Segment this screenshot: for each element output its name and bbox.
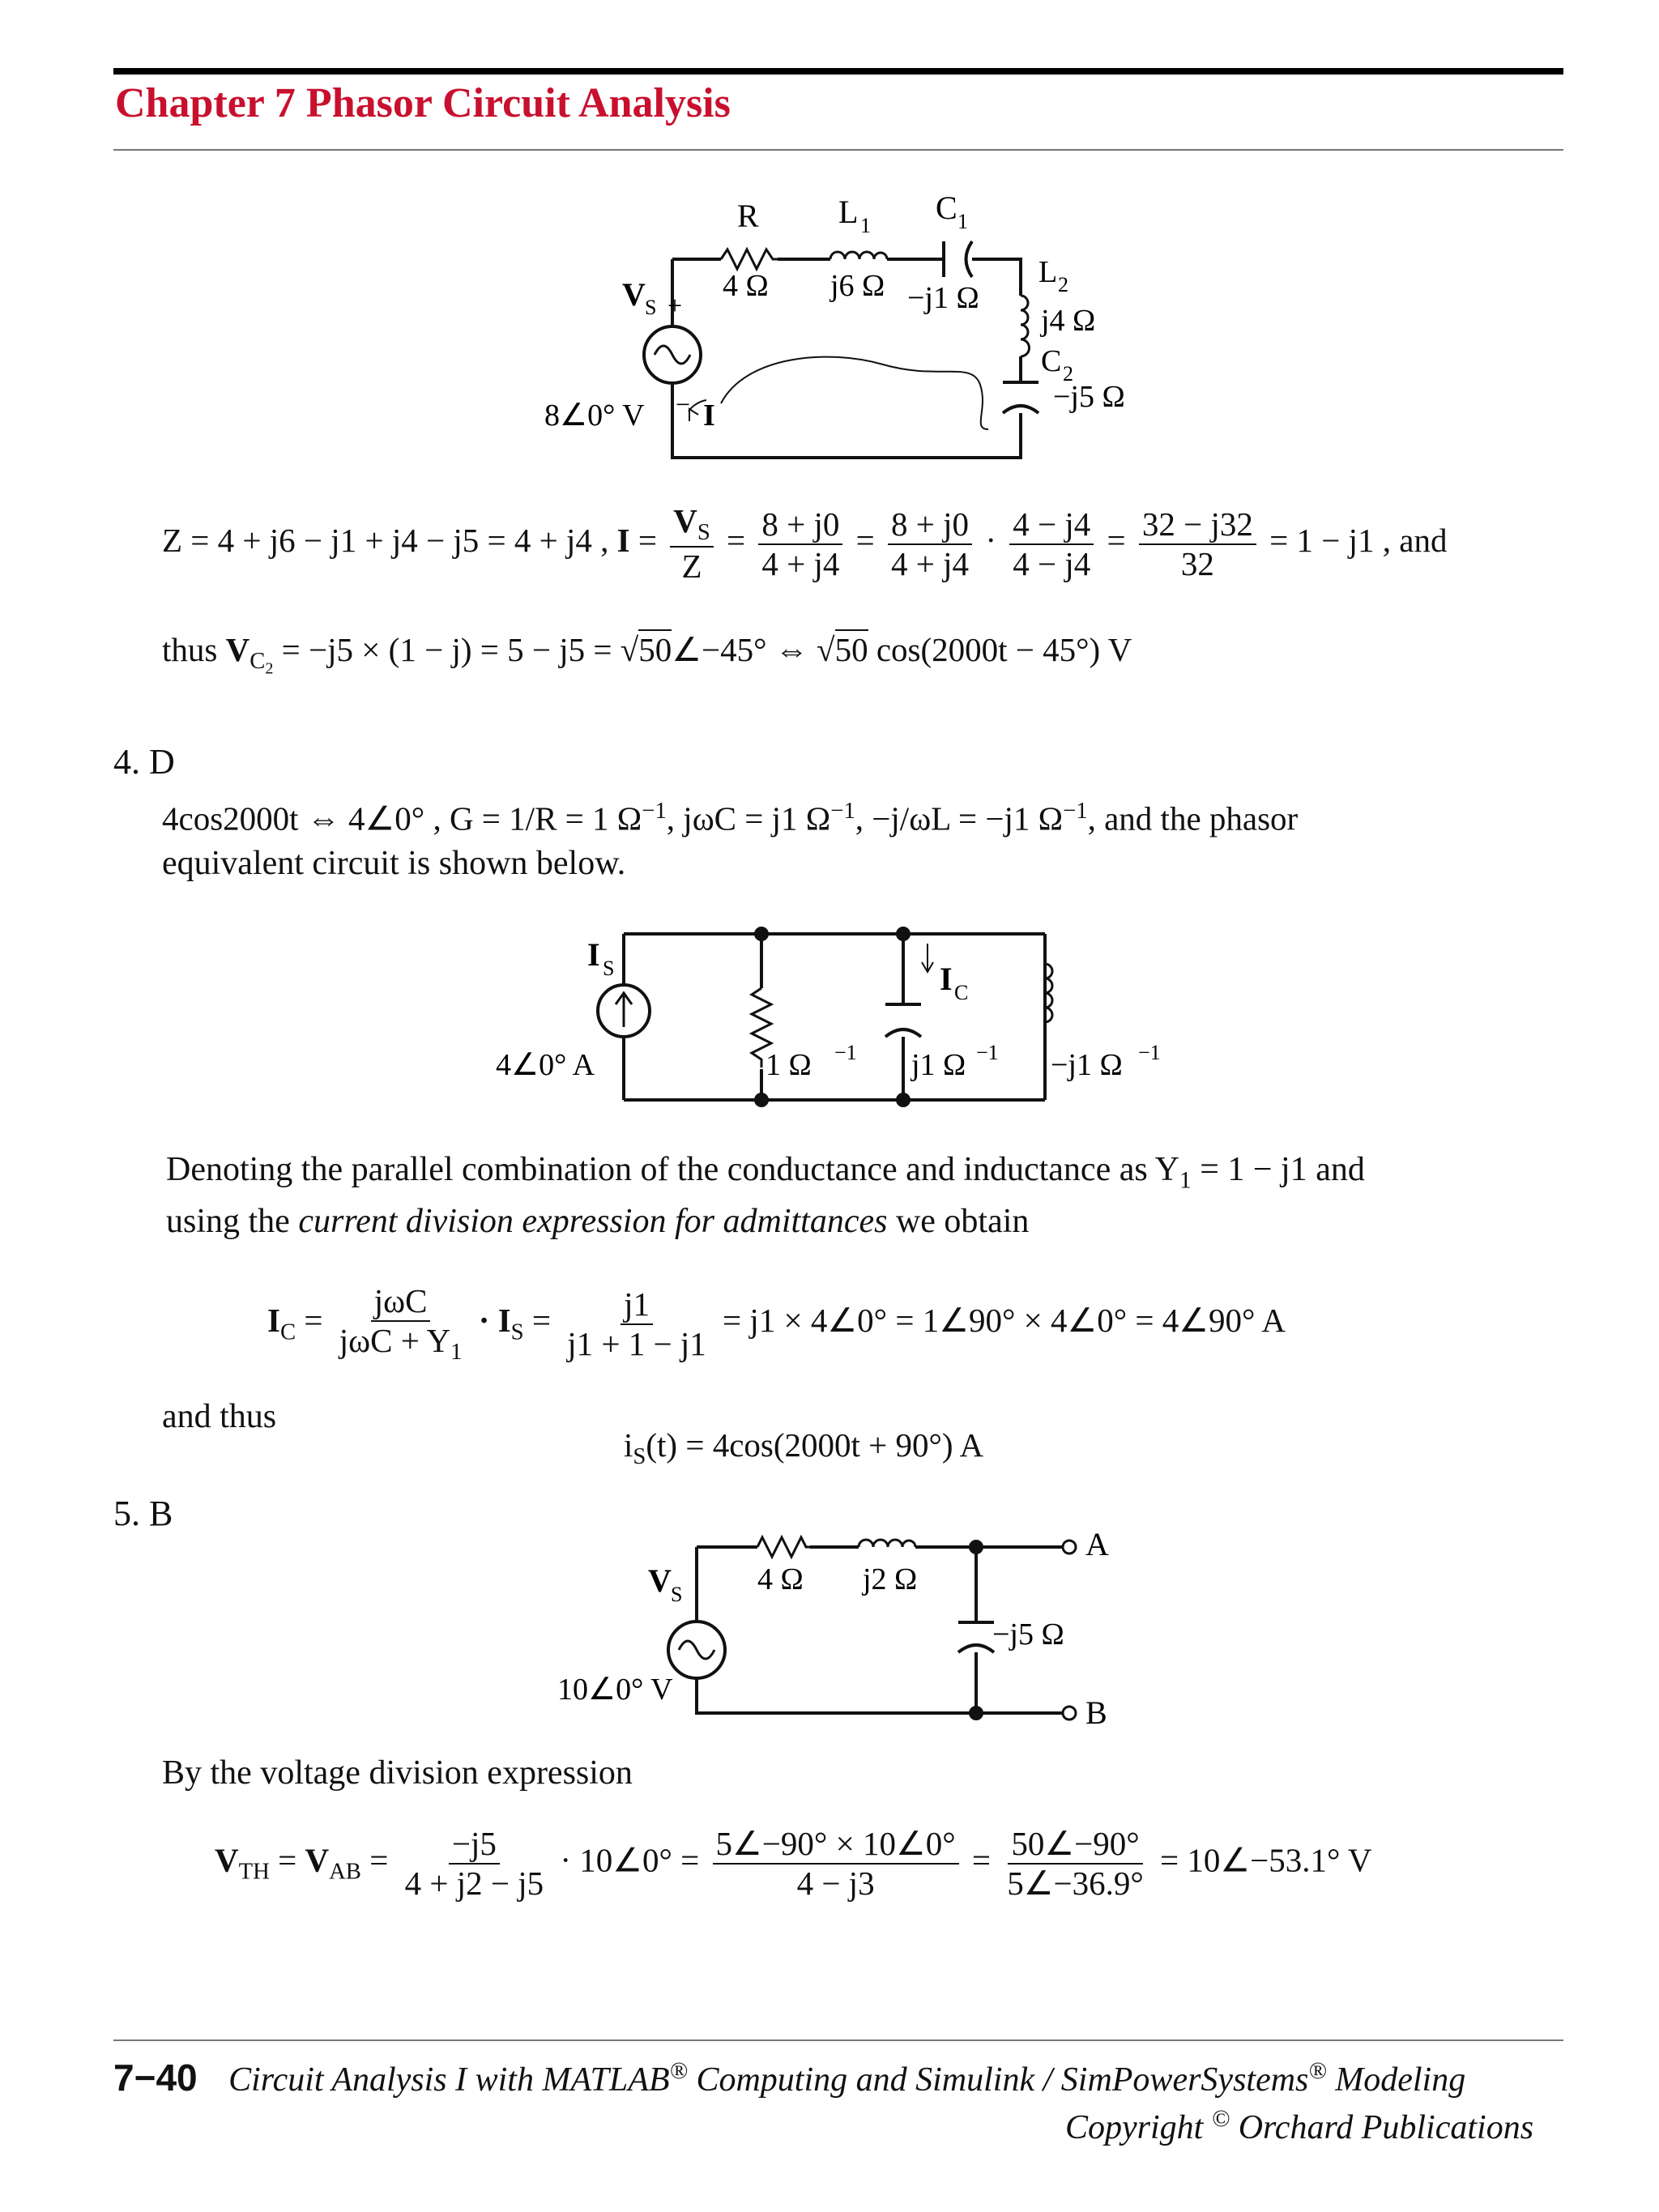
frac-den: Z [681, 548, 702, 586]
capacitor-c2-plate [1003, 406, 1038, 413]
source-value: 8∠0° V [544, 399, 645, 433]
eq2-rest1: = −j5 × (1 − j) = 5 − j5 = [281, 631, 612, 668]
node-dot [896, 1093, 911, 1107]
l2-sub: 2 [1058, 273, 1068, 296]
para4-line2-b: we obtain [887, 1203, 1030, 1240]
sup: −1 [642, 798, 667, 824]
para5: By the voltage division expression [162, 1754, 633, 1792]
l2-value: j4 Ω [1041, 304, 1096, 338]
source-value: 4∠0° A [496, 1048, 595, 1082]
eq1-eq: = [638, 522, 657, 560]
wire [972, 259, 1021, 296]
footer-line1 [113, 2056, 1465, 2099]
node-dot [896, 927, 911, 941]
eq5-mid: · 10∠0° = [560, 1841, 700, 1879]
r-value: 4 Ω [723, 269, 769, 303]
sup: −1 [1063, 798, 1088, 824]
arrow-down-icon [922, 944, 933, 972]
node-b-label: B [1085, 1694, 1107, 1731]
resistor-r-symbol [721, 249, 778, 269]
inductor-symbol [859, 1540, 915, 1547]
arrow-icon [689, 409, 698, 421]
footer-title-b: Computing and Simulink / SimPowerSystems [687, 2061, 1309, 2099]
frac-den: 4 + j4 [891, 544, 970, 582]
thus-word: thus [162, 631, 218, 668]
vc-subsub: 2 [265, 659, 274, 678]
frac-num-sub: S [697, 519, 710, 546]
sub: S [510, 1319, 524, 1345]
sqrt-symbol: √ [817, 631, 835, 668]
fraction [713, 1826, 959, 1901]
equation-impedance-current [162, 504, 1447, 584]
circuit-2-diagram [486, 915, 1215, 1126]
eq1-tail: = 1 − j1 , and [1269, 522, 1448, 560]
l1-value: j6 Ω [830, 269, 885, 303]
i-symbol: i [624, 1426, 633, 1464]
vs-sub: S [645, 296, 657, 319]
fraction [564, 1287, 710, 1362]
l-sup: −1 [1138, 1041, 1161, 1064]
node-dot [754, 927, 769, 941]
q4-line1-a: 4cos2000t ⇔ 4∠0° , G = 1/R = 1 Ω [162, 799, 642, 837]
equation-ic [267, 1284, 1286, 1364]
eq1-eq: = [1107, 522, 1126, 560]
vs-label: V [622, 276, 646, 313]
minus-sign: − [676, 390, 691, 419]
sub: 1 [1179, 1167, 1192, 1194]
is-label: I [587, 936, 600, 973]
para4-line1-tail: = 1 − j1 and [1191, 1151, 1365, 1188]
frac-num: 8 + j0 [888, 507, 972, 545]
frac-den: 4 + j4 [761, 544, 840, 582]
l1-label: L [838, 194, 859, 230]
ic-symbol: I [267, 1302, 280, 1340]
source-value: 10∠0° V [557, 1673, 673, 1707]
wire [697, 1678, 1063, 1713]
fraction [402, 1826, 548, 1901]
frac-den: 5∠−36.9° [1007, 1865, 1144, 1903]
frac-den: j1 + 1 − j1 [567, 1324, 706, 1362]
l-value: −j1 Ω [1051, 1048, 1123, 1082]
frac-num: −j5 [449, 1826, 500, 1865]
terminal-b [1063, 1707, 1076, 1720]
node-dot [969, 1706, 983, 1720]
sup: −1 [830, 798, 855, 824]
sub: TH [238, 1858, 270, 1885]
eq: = [304, 1302, 323, 1340]
wire [672, 383, 1021, 458]
fraction-vs-over-z [670, 504, 714, 584]
l1-sub: 1 [860, 214, 871, 237]
footer-title-c: Modeling [1326, 2061, 1466, 2099]
eq2-rest2: cos(2000t − 45°) V [876, 631, 1132, 668]
eq5-tail: = 10∠−53.1° V [1160, 1841, 1372, 1879]
fraction [336, 1284, 466, 1364]
para4-line2 [166, 1202, 1029, 1241]
l2-label: L [1038, 255, 1058, 289]
loop-current-path [721, 357, 988, 429]
c-value: j1 Ω [911, 1048, 966, 1082]
frac-den: 4 − j4 [1013, 544, 1091, 582]
eq3-tail: = j1 × 4∠0° = 1∠90° × 4∠0° = 4∠90° A [723, 1302, 1286, 1340]
page-number: 7−40 [113, 2056, 198, 2099]
q4-line1 [162, 798, 1298, 838]
l-value: j2 Ω [863, 1562, 918, 1596]
capacitor-plate [958, 1645, 994, 1652]
eq: = [971, 1841, 991, 1879]
g-sup: −1 [834, 1041, 857, 1064]
capacitor-c1-plate [966, 241, 973, 277]
frac-num: 5∠−90° × 10∠0° [713, 1826, 959, 1865]
is-symbol: · I [478, 1302, 511, 1340]
eq1-i: I [616, 522, 630, 560]
eq1-eq: = [727, 522, 746, 560]
frac-den: 4 − j3 [796, 1865, 875, 1903]
frac-num: jωC [371, 1284, 431, 1322]
footer-rule [113, 2039, 1563, 2041]
node-dot [754, 1093, 769, 1107]
sub: 1 [450, 1339, 463, 1366]
capacitor-plate [885, 1029, 921, 1037]
equation-is-t [624, 1426, 983, 1470]
fraction [758, 507, 842, 582]
equation-vc2 [162, 630, 1132, 679]
para4-italic: current division expression for admittances [298, 1203, 888, 1240]
g-value: 1 Ω [766, 1048, 812, 1082]
frac-num: 32 − j32 [1139, 507, 1256, 545]
sqrt-symbol: √ [620, 631, 639, 668]
terminal-a [1063, 1541, 1076, 1554]
eq4-rest: (t) = 4cos(2000t + 90°) A [646, 1426, 984, 1464]
vs-sub: S [671, 1583, 683, 1606]
para4-line2-a: using the [166, 1203, 299, 1240]
and-thus: and thus [162, 1398, 277, 1435]
vab-symbol: V [305, 1841, 330, 1879]
sub: S [633, 1443, 646, 1470]
c2-label: C [1041, 344, 1062, 378]
eq: = [278, 1841, 297, 1879]
frac-num: j1 [621, 1287, 653, 1325]
node-a-label: A [1085, 1526, 1109, 1562]
c1-label: C [936, 194, 957, 226]
ic-label: I [940, 961, 953, 997]
current-label: I [703, 399, 715, 433]
vc-symbol: V [225, 631, 250, 668]
vc-sub: C [249, 648, 266, 675]
sqrt-arg: 50 [834, 631, 868, 668]
equation-vth [215, 1826, 1372, 1901]
fraction [888, 507, 972, 582]
r-value: 4 Ω [757, 1562, 804, 1596]
eq1-dot: · [985, 522, 996, 560]
sine-icon [655, 346, 690, 364]
frac-num: 8 + j0 [758, 507, 842, 545]
q4-line2: equivalent circuit is shown below. [162, 845, 626, 882]
resistor-symbol [757, 1537, 810, 1557]
frac-den: jωC + Y [339, 1322, 451, 1360]
header-rule-top [113, 68, 1563, 75]
copyright-icon: © [1211, 2106, 1230, 2132]
sub: C [279, 1319, 296, 1345]
c1-sub: 1 [957, 210, 968, 233]
footer-title-a: Circuit Analysis I with MATLAB [228, 2061, 670, 2099]
node-dot [969, 1540, 983, 1554]
para4-line1 [166, 1150, 1365, 1194]
question-5-label: 5. B [113, 1494, 173, 1533]
c2-sub: 2 [1063, 362, 1073, 386]
q4-line1-c: , −j/ωL = −j1 Ω [855, 799, 1064, 837]
q4-line1-b: , jωC = j1 Ω [666, 799, 831, 837]
frac-num: 50∠−90° [1008, 1826, 1142, 1865]
eq1-lhs: Z = 4 + j6 − j1 + j4 − j5 = 4 + j4 , [162, 522, 609, 560]
inductor-l1-symbol [830, 252, 887, 259]
header-rule-bottom [113, 149, 1563, 151]
sqrt-arg: 50 [638, 631, 672, 668]
frac-num: 4 − j4 [1009, 507, 1094, 545]
fraction [1009, 507, 1094, 582]
eq: = [369, 1841, 389, 1879]
fraction [1139, 507, 1256, 582]
vth-symbol: V [215, 1841, 239, 1879]
chapter-title: Chapter 7 Phasor Circuit Analysis [115, 80, 731, 126]
footer-line2 [1065, 2106, 1533, 2147]
circuit-1-diagram [518, 194, 1166, 470]
q4-line1-d: , and the phasor [1087, 799, 1299, 837]
question-4-label: 4. D [113, 742, 175, 782]
frac-den: 32 [1180, 544, 1214, 582]
inductor-l2-symbol [1021, 296, 1030, 356]
frac-den: 4 + j2 − j5 [404, 1865, 544, 1903]
vs-label: V [648, 1562, 672, 1599]
registered-icon: ® [669, 2058, 688, 2084]
c-value: −j5 Ω [992, 1617, 1064, 1652]
registered-icon: ® [1308, 2058, 1327, 2084]
plus-sign: + [667, 291, 683, 320]
publisher-text: Orchard Publications [1230, 2109, 1534, 2146]
circuit-3-diagram [535, 1523, 1142, 1741]
r-label: R [737, 198, 759, 234]
copyright-text: Copyright [1065, 2109, 1204, 2146]
c-sup: −1 [976, 1041, 999, 1064]
c1-value: −j1 Ω [907, 281, 979, 315]
frac-num: V [673, 502, 697, 539]
is-sub: S [603, 957, 615, 980]
ic-sub: C [954, 981, 969, 1004]
fraction [1004, 1826, 1147, 1901]
eq1-eq: = [855, 522, 875, 560]
para4-line1-text: Denoting the parallel combination of the conductance and inductance as Y [166, 1151, 1179, 1188]
eq2-angle: ∠−45° ⇔ [672, 631, 808, 668]
sub: AB [329, 1858, 361, 1885]
eq: = [531, 1302, 551, 1340]
c2-value: −j5 Ω [1053, 380, 1125, 414]
